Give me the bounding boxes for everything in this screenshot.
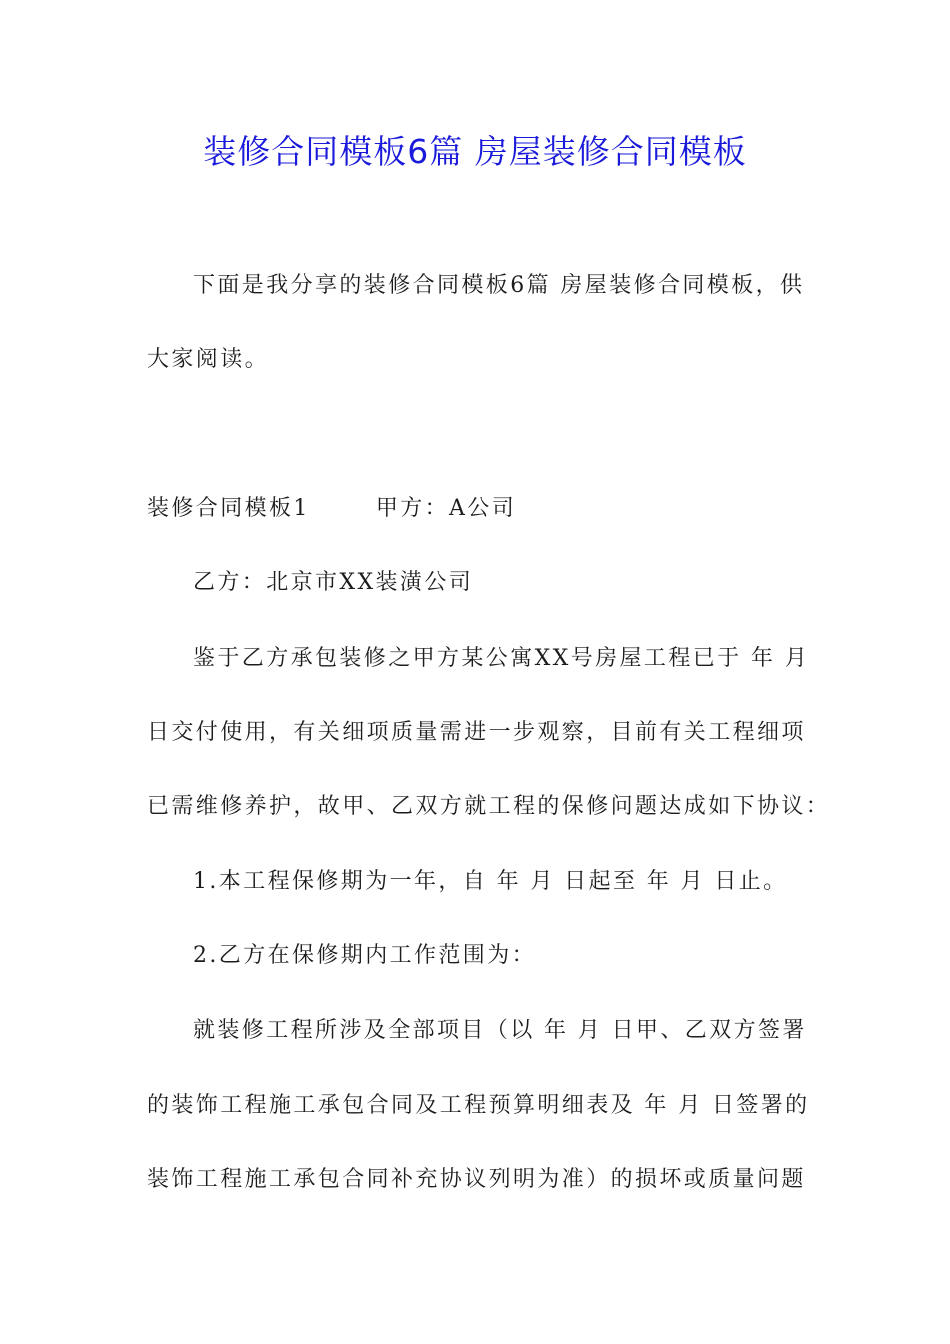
intro-line-1: 下面是我分享的装修合同模板6篇 房屋装修合同模板，供 [193,273,805,298]
scope-line-2: 的装饰工程施工承包合同及工程预算明细表及 年 月 日签署的 [147,1093,810,1118]
scope-line-1: 就装修工程所涉及全部项目（以 年 月 日甲、乙双方签署 [193,1018,807,1043]
clause-1: 1.本工程保修期为一年，自 年 月 日起至 年 月 日止。 [193,869,788,894]
section-heading: 装修合同模板1 [147,496,310,521]
party-b: 乙方：北京市XX装潢公司 [193,570,474,595]
document-title: 装修合同模板6篇 房屋装修合同模板 [203,132,747,171]
preamble-line-3: 已需维修养护，故甲、乙双方就工程的保修问题达成如下协议： [147,794,831,819]
preamble-line-2: 日交付使用，有关细项质量需进一步观察，目前有关工程细项 [147,720,806,745]
preamble-line-1: 鉴于乙方承包装修之甲方某公寓XX号房屋工程已于 年 月 [193,646,810,671]
scope-line-3: 装饰工程施工承包合同补充协议列明为准）的损坏或质量问题 [147,1167,806,1192]
party-a: 甲方：A公司 [375,496,517,521]
section-heading-row [147,493,516,525]
intro-line-2: 大家阅读。 [147,347,270,372]
clause-2: 2.乙方在保修期内工作范围为： [193,943,536,968]
